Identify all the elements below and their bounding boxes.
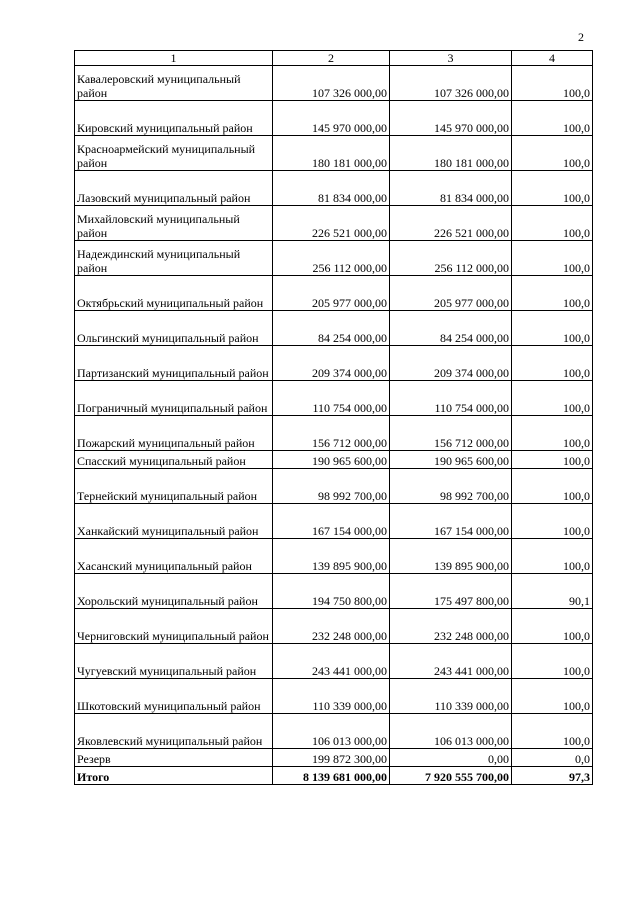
district-name-cell: Черниговский муниципальный район: [75, 609, 273, 644]
amount-col2-cell: 180 181 000,00: [273, 136, 390, 171]
percent-cell: 100,0: [512, 609, 593, 644]
table-row: [75, 644, 593, 679]
column-header-1: 1: [75, 51, 273, 66]
percent-cell: 100,0: [512, 539, 593, 574]
district-name-cell: Чугуевский муниципальный район: [75, 644, 273, 679]
total-col2-cell: 8 139 681 000,00: [273, 767, 390, 785]
percent-cell: 100,0: [512, 381, 593, 416]
percent-cell: 100,0: [512, 66, 593, 101]
table-row: [75, 574, 593, 609]
district-name-cell: Октябрьский муниципальный район: [75, 276, 273, 311]
district-name-cell: Хорольский муниципальный район: [75, 574, 273, 609]
percent-cell: 100,0: [512, 346, 593, 381]
amount-col2-cell: 139 895 900,00: [273, 539, 390, 574]
percent-cell: 100,0: [512, 171, 593, 206]
amount-col3-cell: 226 521 000,00: [390, 206, 512, 241]
percent-cell: 100,0: [512, 241, 593, 276]
table-row: [75, 679, 593, 714]
table-row: [75, 66, 593, 101]
table-row: [75, 416, 593, 451]
table-row: [75, 101, 593, 136]
table-row: [75, 136, 593, 171]
table-row: [75, 451, 593, 469]
table-row: [75, 749, 593, 767]
table-header-row: [75, 51, 593, 66]
table-row: [75, 206, 593, 241]
amount-col2-cell: 156 712 000,00: [273, 416, 390, 451]
percent-cell: 100,0: [512, 311, 593, 346]
table-row: [75, 504, 593, 539]
district-name-cell: Спасский муниципальный район: [75, 451, 273, 469]
percent-cell: 100,0: [512, 714, 593, 749]
amount-col3-cell: 180 181 000,00: [390, 136, 512, 171]
table-row: [75, 311, 593, 346]
amount-col3-cell: 190 965 600,00: [390, 451, 512, 469]
district-name-cell: Надеждинский муниципальный район: [75, 241, 273, 276]
amount-col2-cell: 190 965 600,00: [273, 451, 390, 469]
amount-col2-cell: 232 248 000,00: [273, 609, 390, 644]
amount-col2-cell: 145 970 000,00: [273, 101, 390, 136]
table-row: [75, 276, 593, 311]
column-header-2: 2: [273, 51, 390, 66]
amount-col2-cell: 81 834 000,00: [273, 171, 390, 206]
amount-col2-cell: 243 441 000,00: [273, 644, 390, 679]
amount-col2-cell: 98 992 700,00: [273, 469, 390, 504]
amount-col2-cell: 209 374 000,00: [273, 346, 390, 381]
column-header-3: 3: [390, 51, 512, 66]
amount-col3-cell: 209 374 000,00: [390, 346, 512, 381]
amount-col3-cell: 107 326 000,00: [390, 66, 512, 101]
table-body: [75, 66, 593, 785]
district-name-cell: Шкотовский муниципальный район: [75, 679, 273, 714]
amount-col3-cell: 205 977 000,00: [390, 276, 512, 311]
percent-cell: 100,0: [512, 206, 593, 241]
table-row: [75, 609, 593, 644]
amount-col3-cell: 106 013 000,00: [390, 714, 512, 749]
amount-col3-cell: 98 992 700,00: [390, 469, 512, 504]
amount-col3-cell: 243 441 000,00: [390, 644, 512, 679]
amount-col2-cell: 226 521 000,00: [273, 206, 390, 241]
table-row: [75, 469, 593, 504]
amount-col3-cell: 110 339 000,00: [390, 679, 512, 714]
percent-cell: 100,0: [512, 679, 593, 714]
amount-col3-cell: 145 970 000,00: [390, 101, 512, 136]
amount-col2-cell: 106 013 000,00: [273, 714, 390, 749]
district-name-cell: Хасанский муниципальный район: [75, 539, 273, 574]
percent-cell: 0,0: [512, 749, 593, 767]
amount-col3-cell: 232 248 000,00: [390, 609, 512, 644]
district-name-cell: Пожарский муниципальный район: [75, 416, 273, 451]
total-row: [75, 767, 593, 785]
district-name-cell: Тернейский муниципальный район: [75, 469, 273, 504]
district-name-cell: Кировский муниципальный район: [75, 101, 273, 136]
district-name-cell: Ханкайский муниципальный район: [75, 504, 273, 539]
column-header-4: 4: [512, 51, 593, 66]
percent-cell: 100,0: [512, 276, 593, 311]
percent-cell: 100,0: [512, 469, 593, 504]
amount-col2-cell: 194 750 800,00: [273, 574, 390, 609]
amount-col2-cell: 205 977 000,00: [273, 276, 390, 311]
percent-cell: 90,1: [512, 574, 593, 609]
percent-cell: 100,0: [512, 644, 593, 679]
page-number: 2: [578, 30, 584, 44]
district-name-cell: Яковлевский муниципальный район: [75, 714, 273, 749]
percent-cell: 100,0: [512, 136, 593, 171]
amount-col3-cell: 175 497 800,00: [390, 574, 512, 609]
amount-col2-cell: 199 872 300,00: [273, 749, 390, 767]
percent-cell: 100,0: [512, 504, 593, 539]
amount-col2-cell: 107 326 000,00: [273, 66, 390, 101]
district-name-cell: Резерв: [75, 749, 273, 767]
total-label-cell: Итого: [75, 767, 273, 785]
table-row: [75, 381, 593, 416]
district-name-cell: Ольгинский муниципальный район: [75, 311, 273, 346]
amount-col3-cell: 167 154 000,00: [390, 504, 512, 539]
amount-col2-cell: 110 339 000,00: [273, 679, 390, 714]
amount-col2-cell: 110 754 000,00: [273, 381, 390, 416]
table-row: [75, 171, 593, 206]
amount-col2-cell: 167 154 000,00: [273, 504, 390, 539]
district-name-cell: Кавалеровский муниципальный район: [75, 66, 273, 101]
amount-col3-cell: 81 834 000,00: [390, 171, 512, 206]
percent-cell: 100,0: [512, 101, 593, 136]
total-percent-cell: 97,3: [512, 767, 593, 785]
amount-col3-cell: 156 712 000,00: [390, 416, 512, 451]
percent-cell: 100,0: [512, 451, 593, 469]
budget-table: [74, 50, 593, 785]
table-row: [75, 714, 593, 749]
amount-col3-cell: 84 254 000,00: [390, 311, 512, 346]
table-row: [75, 346, 593, 381]
amount-col2-cell: 256 112 000,00: [273, 241, 390, 276]
district-name-cell: Красноармейский муниципальный район: [75, 136, 273, 171]
amount-col3-cell: 110 754 000,00: [390, 381, 512, 416]
district-name-cell: Лазовский муниципальный район: [75, 171, 273, 206]
table-row: [75, 539, 593, 574]
district-name-cell: Михайловский муниципальный район: [75, 206, 273, 241]
amount-col3-cell: 256 112 000,00: [390, 241, 512, 276]
total-col3-cell: 7 920 555 700,00: [390, 767, 512, 785]
table-row: [75, 241, 593, 276]
district-name-cell: Партизанский муниципальный район: [75, 346, 273, 381]
percent-cell: 100,0: [512, 416, 593, 451]
amount-col3-cell: 139 895 900,00: [390, 539, 512, 574]
amount-col3-cell: 0,00: [390, 749, 512, 767]
district-name-cell: Пограничный муниципальный район: [75, 381, 273, 416]
amount-col2-cell: 84 254 000,00: [273, 311, 390, 346]
